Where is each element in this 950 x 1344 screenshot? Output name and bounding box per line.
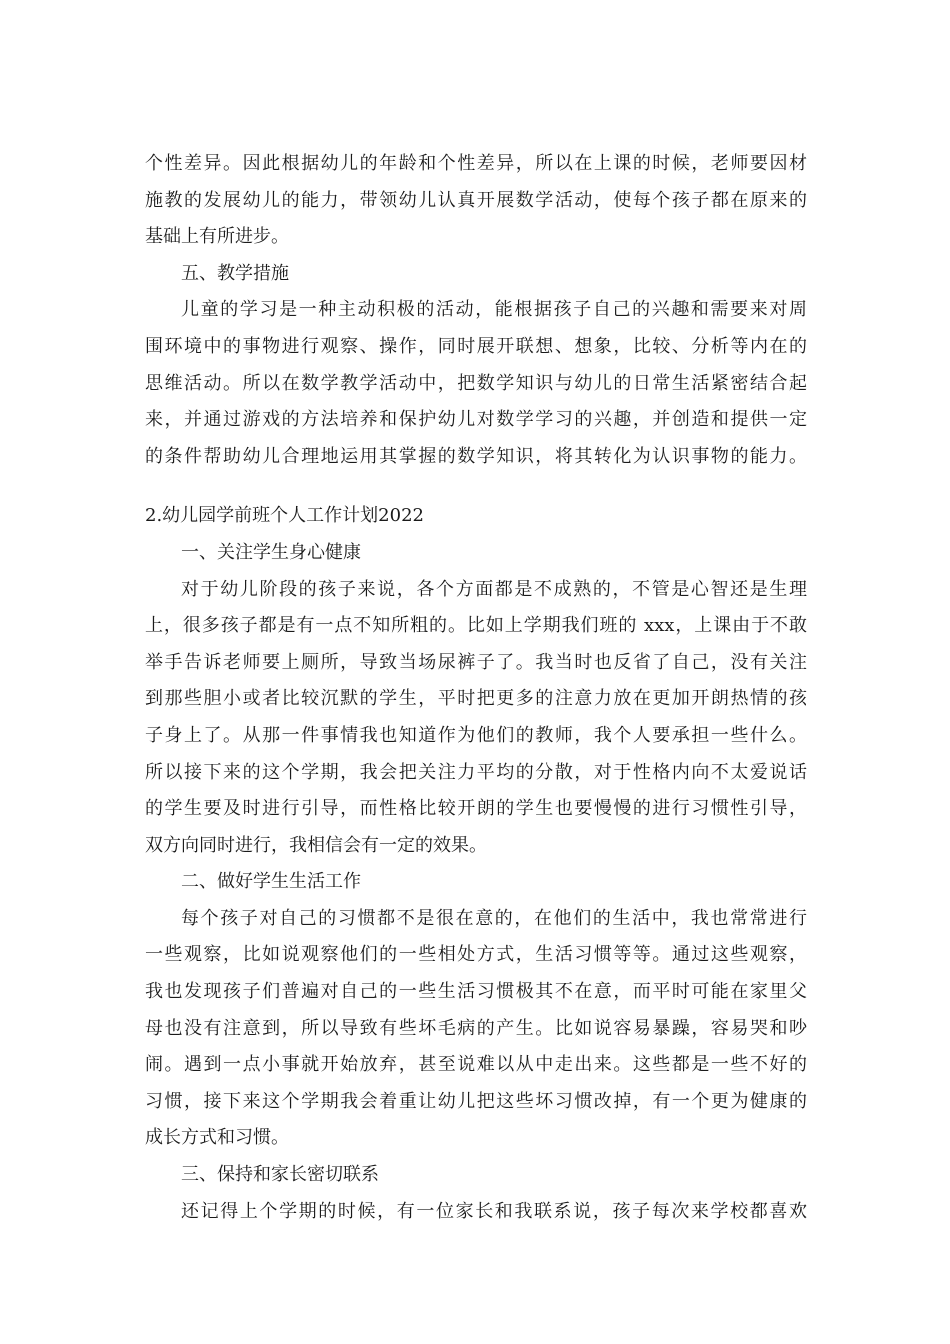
section-heading-parent-contact: 三、保持和家长密切联系 [181,1164,379,1186]
text-line: 习惯，接下来这个学期我会着重让幼儿把这些坏习惯改掉，有一个更为健康的 [145,1090,807,1112]
text-line: 思维活动。所以在数学教学活动中，把数学知识与幼儿的日常生活紧密结合起 [145,372,807,394]
text-line: 所以接下来的这个学期，我会把关注力平均的分散，对于性格内向不太爱说话 [145,761,807,783]
section-heading-health: 一、关注学生身心健康 [181,541,361,563]
section-spacer [145,475,807,498]
text-line: 还记得上个学期的时候，有一位家长和我联系说，孩子每次来学校都喜欢 [181,1200,807,1222]
text-line: 举手告诉老师要上厕所，导致当场尿裤子了。我当时也反省了自己，没有关注 [145,651,807,673]
text-line: 的条件帮助幼儿合理地运用其掌握的数学知识，将其转化为认识事物的能力。 [145,445,807,467]
text-line: 一些观察，比如说观察他们的一些相处方式，生活习惯等等。通过这些观察， [145,944,807,966]
paragraph-parent-contact [145,1194,807,1231]
text-line: 双方向同时进行，我相信会有一定的效果。 [145,834,487,856]
paragraph-life-work [145,901,807,1157]
paragraph-continuation [145,146,807,256]
text-line: 来，并通过游戏的方法培养和保护幼儿对数学学习的兴趣，并创造和提供一定 [145,409,807,431]
paragraph-health [145,572,807,865]
document-section-title: 2.幼儿园学前班个人工作计划2022 [145,505,424,527]
section-heading-life-work: 二、做好学生生活工作 [181,871,361,893]
text-line: 基础上有所进步。 [145,226,289,248]
text-line: 每个孩子对自己的习惯都不是很在意的，在他们的生活中，我也常常进行 [181,907,807,929]
text-line: 的学生要及时进行引导，而性格比较开朗的学生也要慢慢的进行习惯性引导， [145,798,807,820]
text-line: 子身上了。从那一件事情我也知道作为他们的教师，我个人要承担一些什么。 [145,724,807,746]
section-heading-teaching-measures: 五、教学措施 [181,262,289,284]
text-line: 个性差异。因此根据幼儿的年龄和个性差异，所以在上课的时候，老师要因材 [145,153,807,174]
text-line: 上，很多孩子都是有一点不知所粗的。比如上学期我们班的 xxx，上课由于不敢 [145,615,807,637]
text-line: 围环境中的事物进行观察、操作，同时展开联想、想象，比较、分析等内在的 [145,335,807,357]
text-line: 成长方式和习惯。 [145,1127,289,1149]
text-line: 我也发现孩子们普遍对自己的一些生活习惯极其不在意，而平时可能在家里父 [145,981,807,1003]
paragraph-teaching-measures [145,292,807,475]
text-line: 儿童的学习是一种主动积极的活动，能根据孩子自己的兴趣和需要来对周 [181,299,807,321]
document-page [145,146,807,1230]
text-line: 母也没有注意到，所以导致有些坏毛病的产生。比如说容易暴躁，容易哭和吵 [145,1017,807,1039]
text-line: 对于幼儿阶段的孩子来说，各个方面都是不成熟的，不管是心智还是生理 [181,578,807,600]
text-line: 到那些胆小或者比较沉默的学生，平时把更多的注意力放在更加开朗热情的孩 [145,688,807,710]
text-line: 施教的发展幼儿的能力，带领幼儿认真开展数学活动，使每个孩子都在原来的 [145,189,807,211]
text-line: 闹。遇到一点小事就开始放弃，甚至说难以从中走出来。这些都是一些不好的 [145,1054,807,1076]
